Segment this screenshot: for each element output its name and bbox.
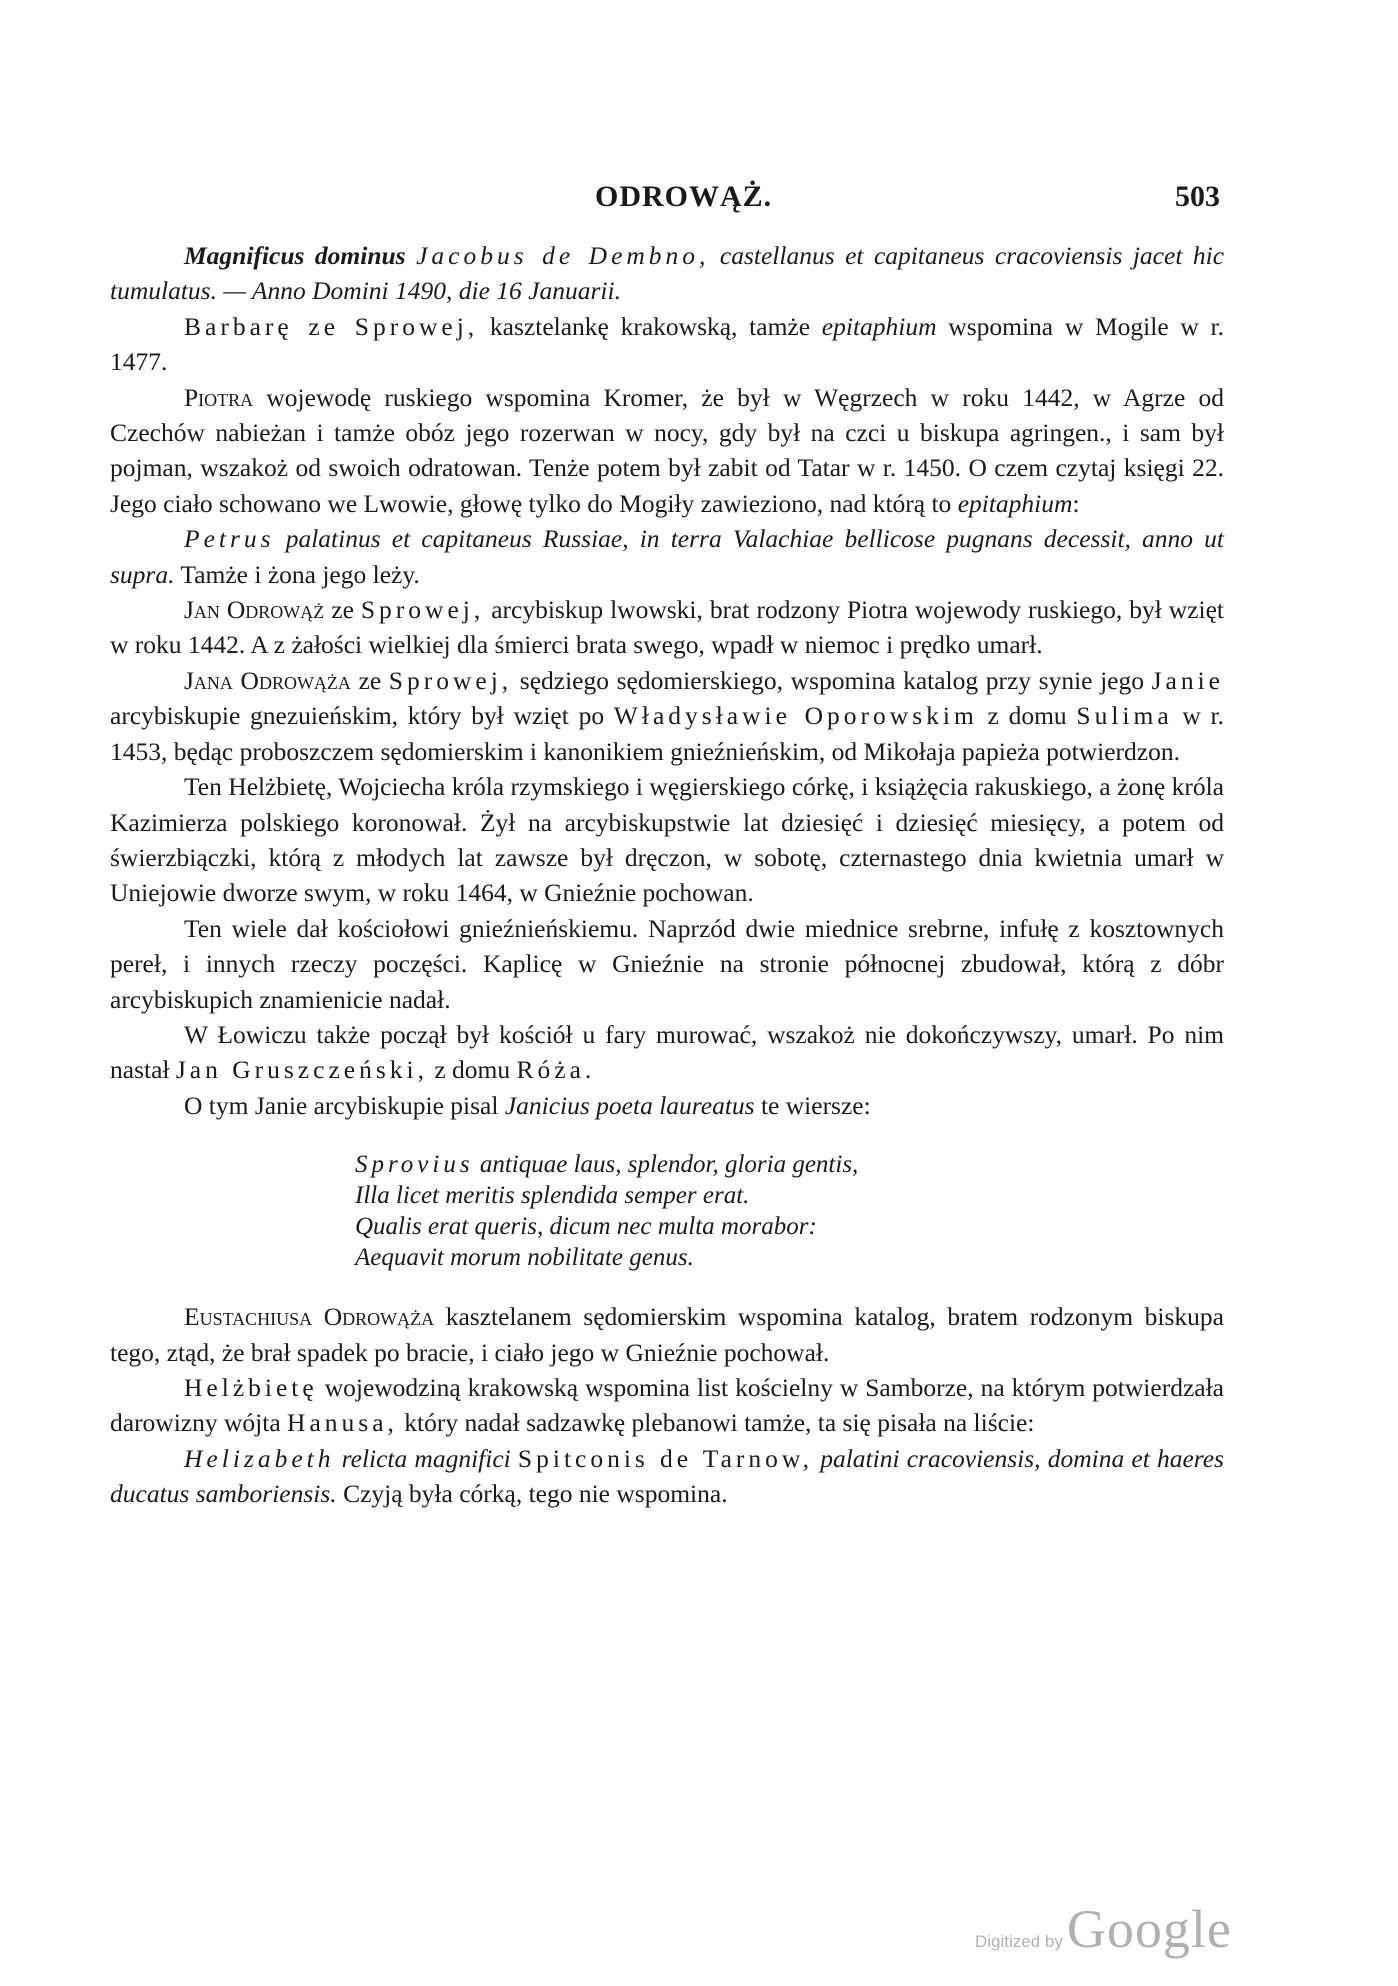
- paragraph-helizabeth: Helizabeth relicta magnifici Spitconis de Tarnow, palatini cracoviensis, domina et haeres ducatus samboriensis. Czyją była córką, tego nie wspomina.: [110, 1443, 1224, 1509]
- verse-line: Qualis erat queris, dicum nec multa morabor:: [355, 1213, 817, 1241]
- page-number: 503: [1175, 180, 1220, 213]
- paragraph-jana-odrowaza: Jana Odrowąża ze Sprowej, sędziego sędomierskiego, wspomina katalog przy synie jego Janie arcybiskupie gnezuieńskim, który był wzięt po Władysławie Oporowskim z domu Sulima w r. 1453, będąc proboszczem sędomierskim i kanonikiem gnieźnieńskim, od Mikołaja papieża potwierdzon.: [110, 665, 1225, 766]
- paragraph-petrus-epitaph: Petrus palatinus et capitaneus Russiae, in terra Valachiae bellicose pugnans decessit, anno ut supra. Tamże i żona jego leży.: [110, 524, 1224, 589]
- body-text: [110, 238, 1224, 1512]
- paragraph-piotr: Piotra wojewodę ruskiego wspomina Kromer, że był w Węgrzech w roku 1442, w Agrze od Czechów nabieżan i tamże obóz jego rozerwan w nocy, gdy był na czci u biskupa agringen., i sam był pojman, wszakoż od swoich odratowan. Tenże potem był zabit od Tatar w r. 1450. O czem czytaj księgi 22. Jego ciało schowano we Lwowie, głowę tylko do Mogiły zawieziono, nad którą to epitaphium:: [110, 382, 1224, 518]
- paragraph-donations: Ten wiele dał kościołowi gnieźnieńskiemu. Naprzód dwie miednice srebrne, infułę z kosztownych pereł, i innych rzeczy poczęści. Kaplicę w Gnieźnie na stronie północnej zbudował, którą z dóbr arcybiskupich znamienicie nadał.: [110, 913, 1224, 1014]
- paragraph-barbara: Barbarę ze Sprowej, kasztelankę krakowską, tamże epitaphium wspomina w Mogile w r. 1477.: [110, 311, 1225, 377]
- paragraph-lowicz: W Łowiczu także począł był kościół u fary murować, wszakoż nie dokończywszy, umarł. Po nim nastał Jan Gruszczeński, z domu Róża.: [110, 1019, 1224, 1085]
- running-title: ODROWĄŻ.: [595, 180, 773, 213]
- paragraph-jan-odrowaz: Jan Odrowąż ze Sprowej, arcybiskup lwowski, brat rodzony Piotra wojewody ruskiego, był wzięt w roku 1442. A z żałości wielkiej dla śmierci brata swego, wpadł w niemoc i prędko umarł.: [110, 595, 1224, 660]
- verse-line: Illa licet meritis splendida semper erat.: [355, 1182, 750, 1210]
- page-header: [0, 180, 1398, 220]
- paragraph-coronation: Ten Helżbietę, Wojciecha króla rzymskiego i węgierskiego córkę, i książęcia rakuskiego, a żonę króla Kazimierza polskiego koronował. Żył na arcybiskupstwie lat dziesięć i dziesięć miesięcy, a potem od świerzbiączki, którą z młodych lat zawsze był dręczon, w sobotę, czternastego dnia kwietnia umarł w Uniejowie dworze swym, w roku 1464, w Gnieźnie pochowan.: [110, 772, 1224, 908]
- paragraph-epitaph-jacobus: Magnificus dominus Jacobus de Dembno, castellanus et capitaneus cracoviensis jacet hic tumulatus. — Anno Domini 1490, die 16 Januarii.: [110, 241, 1225, 306]
- verse-block: [355, 1149, 1224, 1273]
- paragraph-eustachius: Eustachiusa Odrowąża kasztelanem sędomierskim wspomina katalog, bratem rodzonym biskupa tego, ztąd, że brał spadek po bracie, i ciało jego w Gnieźnie pochował.: [110, 1302, 1224, 1367]
- verse-line: Sprovius antiquae laus, splendor, gloria gentis,: [355, 1151, 859, 1179]
- paragraph-helzbieta: Helżbietę wojewodziną krakowską wspomina list kościelny w Samborze, na którym potwierdzała darowizny wójta Hanusa, który nadał sadzawkę plebanowi tamże, ta się pisała na liście:: [110, 1372, 1224, 1438]
- verse-line: Aequavit morum nobilitate genus.: [355, 1244, 694, 1272]
- digitized-by-google-watermark: Digitized by Google: [975, 1899, 1232, 1959]
- paragraph-janicius: O tym Janie arcybiskupie pisal Janicius poeta laureatus te wiersze:: [184, 1090, 871, 1120]
